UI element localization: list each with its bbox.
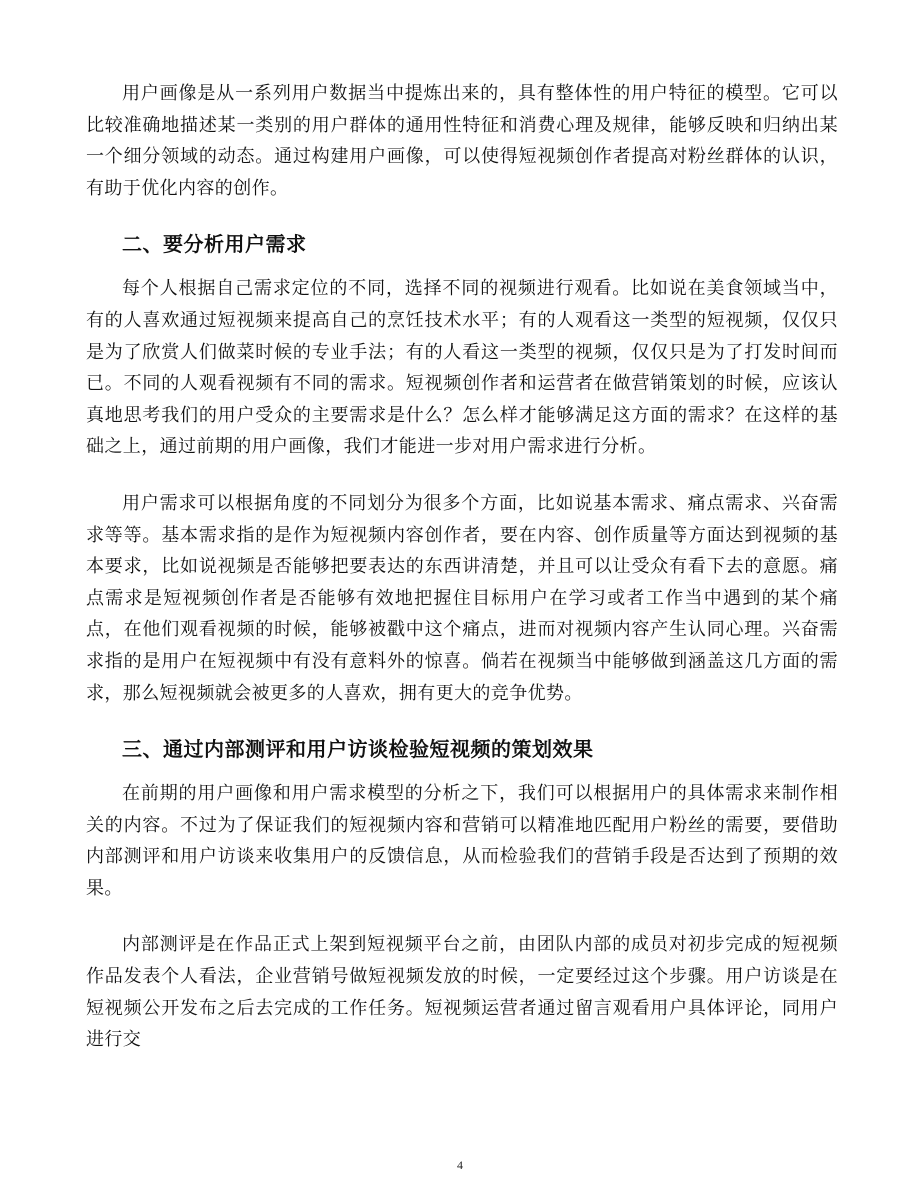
paragraph-internal-evaluation: 内部测评是在作品正式上架到短视频平台之前，由团队内部的成员对初步完成的短视频作品发表个人看法，企业营销号做短视频发放的时候，一定要经过这个步骤。用户访谈是在短视频公开发布之后去完成的工作任务。短视频运营者通过留言观看用户具体评论，同用户进行交 bbox=[86, 934, 838, 1051]
paragraph-user-needs-types: 用户需求可以根据角度的不同划分为很多个方面，比如说基本需求、痛点需求、兴奋需求等等。基本需求指的是作为短视频内容创作者，要在内容、创作质量等方面达到视频的基本要求，比如说视频是否能够把要表达的东西讲清楚，并且可以让受众有看下去的意愿。痛点需求是短视频创作者是否能够有效地把握住目标用户在学习或者工作当中遇到的某个痛点，在他们观看视频的时候，能够被戳中这个痛点，进而对视频内容产生认同心理。兴奋需求指的是用户在短视频中有没有意料外的惊喜。倘若在视频当中能够做到涵盖这几方面的需求，那么短视频就会被更多的人喜欢，拥有更大的竞争优势。 bbox=[86, 492, 838, 704]
page-number: 4 bbox=[457, 1158, 463, 1172]
document-body bbox=[86, 78, 838, 1081]
paragraph-user-needs-intro: 每个人根据自己需求定位的不同，选择不同的视频进行观看。比如说在美食领域当中，有的人喜欢通过短视频来提高自己的烹饪技术水平；有的人观看这一类型的短视频，仅仅只是为了欣赏人们做菜时候的专业手法；有的人看这一类型的视频，仅仅只是为了打发时间而已。不同的人观看视频有不同的需求。短视频创作者和运营者在做营销策划的时候，应该认真地思考我们的用户受众的主要需求是什么？怎么样才能够满足这方面的需求？在这样的基础之上，通过前期的用户画像，我们才能进一步对用户需求进行分析。 bbox=[86, 278, 838, 458]
paragraph-evaluation-intro: 在前期的用户画像和用户需求模型的分析之下，我们可以根据用户的具体需求来制作相关的内容。不过为了保证我们的短视频内容和营销可以精准地匹配用户粉丝的需要，要借助内部测评和用户访谈来收集用户的反馈信息，从而检验我们的营销手段是否达到了预期的效果。 bbox=[86, 783, 838, 899]
section-heading-3: 三、通过内部测评和用户访谈检验短视频的策划效果 bbox=[122, 737, 594, 762]
section-heading-2: 二、要分析用户需求 bbox=[122, 232, 307, 257]
paragraph-user-persona: 用户画像是从一系列用户数据当中提炼出来的，具有整体性的用户特征的模型。它可以比较准确地描述某一类别的用户群体的通用性特征和消费心理及规律，能够反映和归纳出某一个细分领域的动态。通过构建用户画像，可以使得短视频创作者提高对粉丝群体的认识，有助于优化内容的创作。 bbox=[86, 83, 838, 199]
